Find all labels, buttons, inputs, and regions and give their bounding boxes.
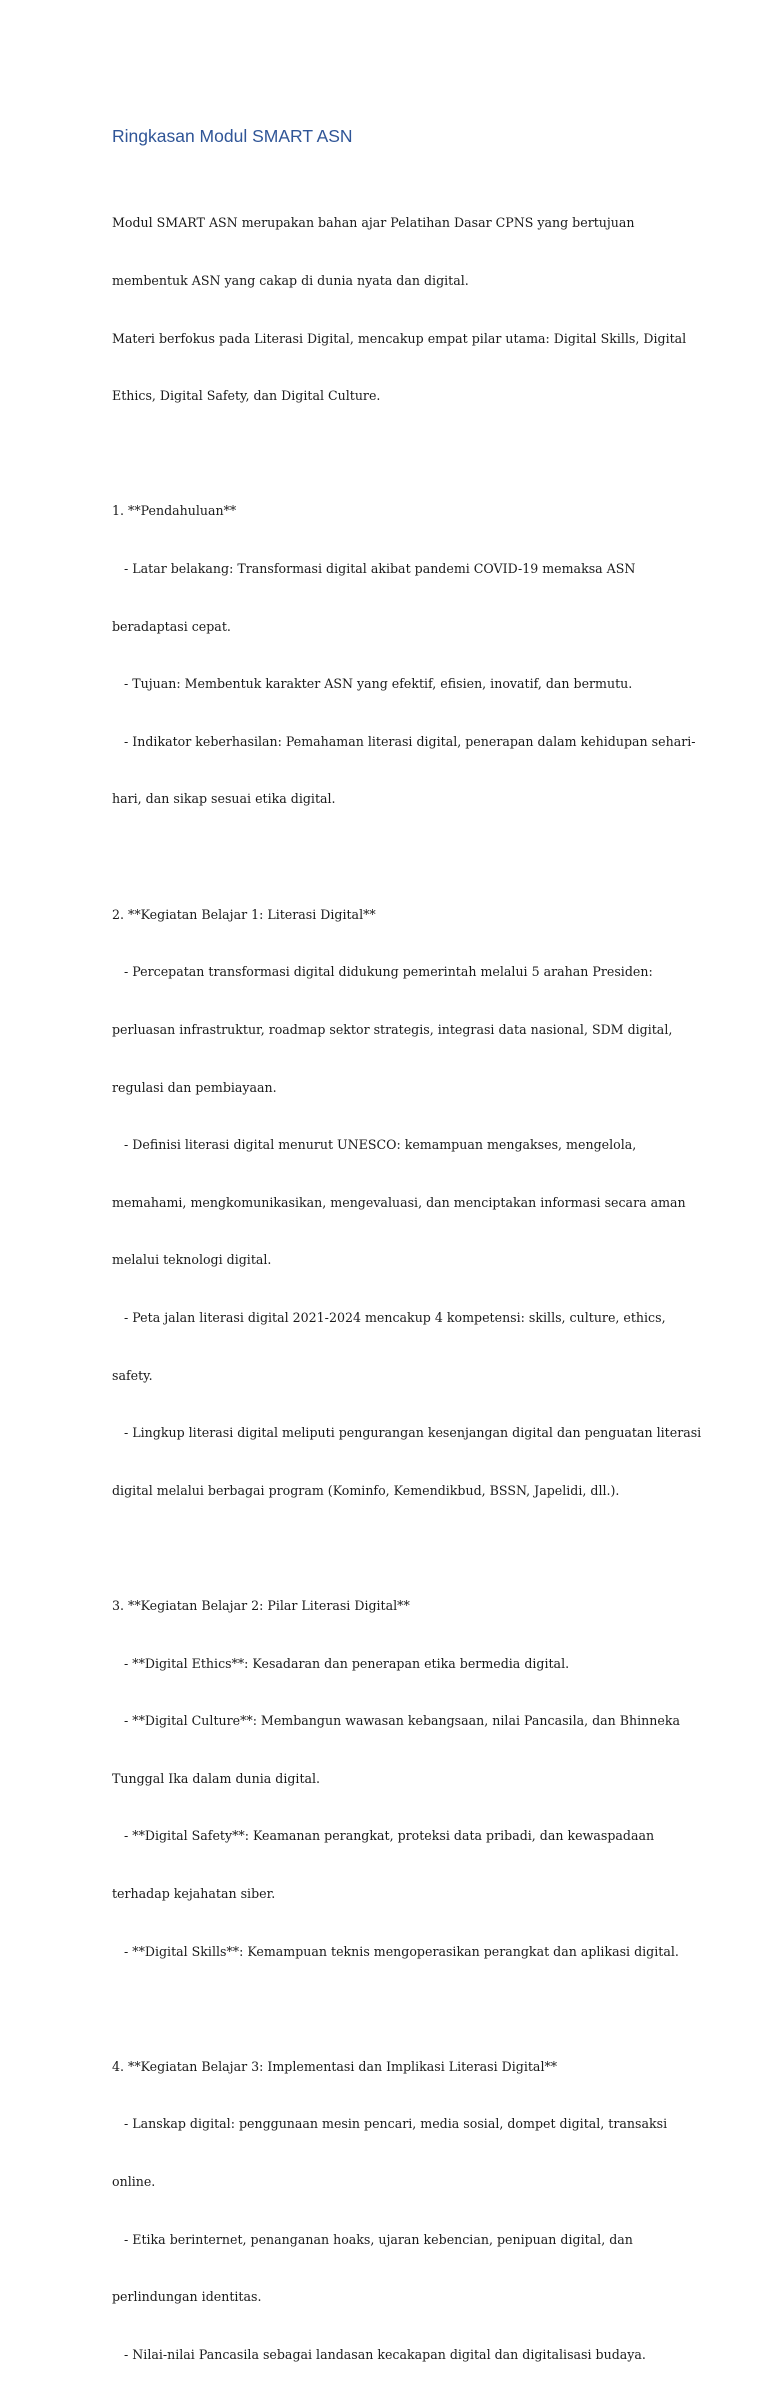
section-heading: 2. **Kegiatan Belajar 1: Literasi Digital**: [112, 906, 376, 922]
text-line: melalui teknologi digital.: [112, 1252, 272, 1268]
spacer: [112, 847, 657, 866]
text-line: - Tujuan: Membentuk karakter ASN yang efektif, efisien, inovatif, dan bermutu.: [112, 676, 633, 692]
text-line: - Percepatan transformasi digital didukung pemerintah melalui 5 arahan Presiden:: [112, 964, 653, 980]
text-line: membentuk ASN yang cakap di dunia nyata dan digital.: [112, 273, 469, 289]
text-line: beradaptasi cepat.: [112, 618, 231, 634]
text-line: - **Digital Culture**: Membangun wawasan kebangsaan, nilai Pancasila, dan Bhinneka: [112, 1713, 680, 1729]
text-line: perlindungan identitas.: [112, 2289, 262, 2305]
text-line: perluasan infrastruktur, roadmap sektor strategis, integrasi data nasional, SDM digital,: [112, 1021, 673, 1037]
intro-paragraph: [112, 175, 687, 444]
section-heading: 4. **Kegiatan Belajar 3: Implementasi dan Implikasi Literasi Digital**: [112, 2058, 558, 2074]
section-kegiatan-belajar-2: [112, 1558, 680, 2000]
text-line: terhadap kejahatan siber.: [112, 1886, 276, 1902]
text-line: - Indikator keberhasilan: Pemahaman literasi digital, penerapan dalam kehidupan sehari-: [112, 733, 696, 749]
section-kegiatan-belajar-3: [112, 2018, 668, 2402]
text-line: digital melalui berbagai program (Kominfo, Kemendikbud, BSSN, Japelidi, dll.).: [112, 1482, 620, 1498]
text-line: Modul SMART ASN merupakan bahan ajar Pelatihan Dasar CPNS yang bertujuan: [112, 215, 635, 231]
text-line: - **Digital Safety**: Keamanan perangkat, proteksi data pribadi, dan kewaspadaan: [112, 1828, 655, 1844]
text-line: - Nilai-nilai Pancasila sebagai landasan kecakapan digital dan digitalisasi budaya.: [112, 2346, 646, 2362]
text-line: online.: [112, 2174, 156, 2190]
text-line: - Peta jalan literasi digital 2021-2024 mencakup 4 kompetensi: skills, culture, ethics,: [112, 1309, 666, 1325]
section-heading: 1. **Pendahuluan**: [112, 503, 237, 519]
text-line: Ethics, Digital Safety, dan Digital Culture.: [112, 388, 381, 404]
text-line: Tunggal Ika dalam dunia digital.: [112, 1770, 321, 1786]
section-pendahuluan: [112, 463, 696, 847]
text-line: - **Digital Skills**: Kemampuan teknis mengoperasikan perangkat dan aplikasi digital.: [112, 1943, 679, 1959]
text-line: regulasi dan pembiayaan.: [112, 1079, 277, 1095]
text-line: safety.: [112, 1367, 153, 1383]
section-heading: 3. **Kegiatan Belajar 2: Pilar Literasi Digital**: [112, 1597, 410, 1613]
text-line: - Lingkup literasi digital meliputi pengurangan kesenjangan digital dan penguatan literasi: [112, 1425, 702, 1441]
spacer: [112, 1538, 657, 1557]
spacer: [112, 1999, 657, 2018]
section-kegiatan-belajar-1: [112, 866, 702, 1538]
text-line: - **Digital Ethics**: Kesadaran dan penerapan etika bermedia digital.: [112, 1655, 570, 1671]
text-line: Materi berfokus pada Literasi Digital, mencakup empat pilar utama: Digital Skills, Digital: [112, 330, 687, 346]
document-title: Ringkasan Modul SMART ASN: [112, 126, 353, 146]
text-line: - Definisi literasi digital menurut UNESCO: kemampuan mengakses, mengelola,: [112, 1137, 637, 1153]
text-line: memahami, mengkomunikasikan, mengevaluasi, dan menciptakan informasi secara aman: [112, 1194, 686, 1210]
text-line: - Latar belakang: Transformasi digital akibat pandemi COVID-19 memaksa ASN: [112, 561, 636, 577]
spacer: [112, 444, 657, 463]
document-page: [112, 124, 702, 2403]
text-line: - Lanskap digital: penggunaan mesin pencari, media sosial, dompet digital, transaksi: [112, 2116, 668, 2132]
text-line: hari, dan sikap sesuai etika digital.: [112, 791, 336, 807]
text-line: - Etika berinternet, penanganan hoaks, ujaran kebencian, penipuan digital, dan: [112, 2231, 633, 2247]
